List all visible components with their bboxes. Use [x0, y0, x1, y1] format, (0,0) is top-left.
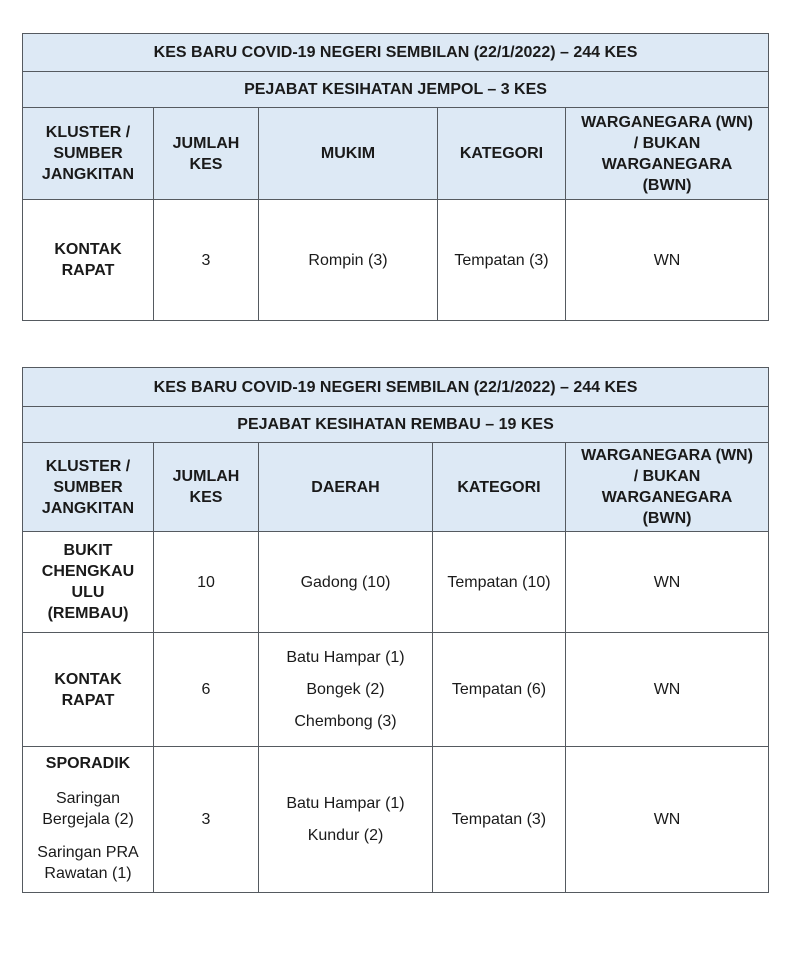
cases-cell: 6 [154, 633, 259, 747]
category-cell: Tempatan (3) [438, 200, 566, 321]
office-title: PEJABAT KESIHATAN JEMPOL – 3 KES [23, 72, 769, 108]
citizenship-cell: WN [566, 200, 769, 321]
header-daerah: DAERAH [259, 443, 433, 532]
header-citizenship: WARGANEGARA (WN) / BUKAN WARGANEGARA (BWN) [566, 108, 769, 200]
table-row [23, 633, 769, 747]
header-category: KATEGORI [433, 443, 566, 532]
place-cell: Batu Hampar (1) Bongek (2) Chembong (3) [259, 633, 433, 747]
place-cell: Gadong (10) [259, 532, 433, 633]
cases-cell: 10 [154, 532, 259, 633]
place-cell: Rompin (3) [259, 200, 438, 321]
category-cell: Tempatan (6) [433, 633, 566, 747]
citizenship-cell: WN [566, 633, 769, 747]
office-title: PEJABAT KESIHATAN REMBAU – 19 KES [23, 407, 769, 443]
header-cluster: KLUSTER / SUMBER JANGKITAN [23, 108, 154, 200]
header-category: KATEGORI [438, 108, 566, 200]
cluster-subitem: Saringan PRA Rawatan (1) [37, 844, 139, 882]
citizenship-cell: WN [566, 532, 769, 633]
table-row [23, 200, 769, 321]
header-cluster: KLUSTER / SUMBER JANGKITAN [23, 443, 154, 532]
place-cell: Batu Hampar (1) Kundur (2) [259, 747, 433, 893]
table-title: KES BARU COVID-19 NEGERI SEMBILAN (22/1/2022) – 244 KES [23, 34, 769, 72]
rembau-table [22, 367, 769, 893]
header-citizenship: WARGANEGARA (WN) / BUKAN WARGANEGARA (BWN) [566, 443, 769, 532]
citizenship-cell: WN [566, 747, 769, 893]
cluster-cell: BUKIT CHENGKAU ULU (REMBAU) [23, 532, 154, 633]
cases-cell: 3 [154, 200, 259, 321]
header-total-cases: JUMLAH KES [154, 443, 259, 532]
jempol-table [22, 33, 769, 321]
cases-cell: 3 [154, 747, 259, 893]
header-total-cases: JUMLAH KES [154, 108, 259, 200]
cluster-title: SPORADIK [45, 755, 131, 772]
table-row [23, 532, 769, 633]
cluster-subitem: Saringan Bergejala (2) [42, 790, 134, 828]
cluster-cell [23, 747, 154, 893]
category-cell: Tempatan (3) [433, 747, 566, 893]
category-cell: Tempatan (10) [433, 532, 566, 633]
header-mukim: MUKIM [259, 108, 438, 200]
cluster-cell: KONTAK RAPAT [23, 633, 154, 747]
cluster-cell: KONTAK RAPAT [23, 200, 154, 321]
table-row [23, 747, 769, 893]
table-title: KES BARU COVID-19 NEGERI SEMBILAN (22/1/2022) – 244 KES [23, 368, 769, 407]
